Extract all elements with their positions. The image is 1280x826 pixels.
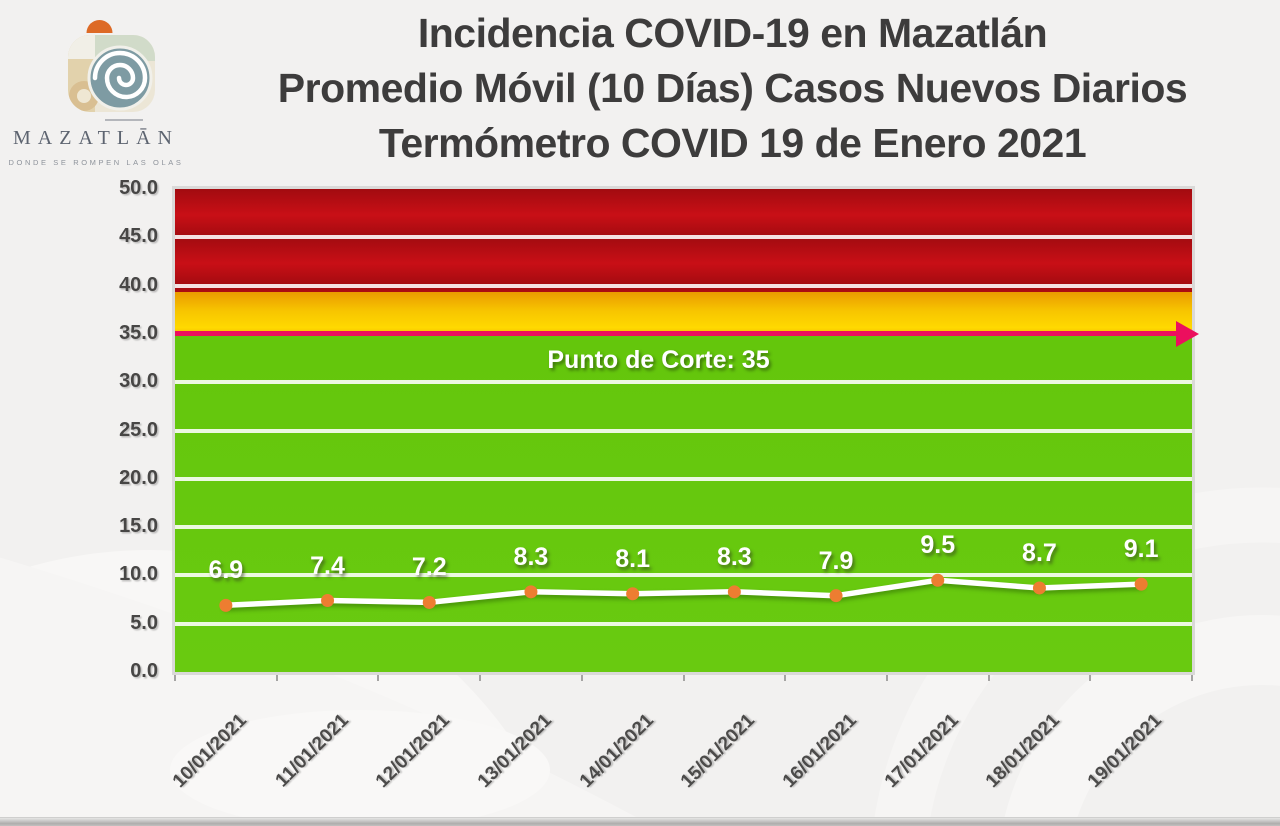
x-tick-label: 12/01/2021 [372,710,455,793]
x-axis-tick [886,675,888,681]
y-tick-label: 45.0 [119,225,158,248]
data-label: 7.2 [411,553,447,582]
y-tick-label: 15.0 [119,515,158,538]
data-label: 9.1 [1123,535,1159,564]
title-line-3: Termómetro COVID 19 de Enero 2021 [378,120,1087,166]
y-tick-label: 5.0 [130,611,158,634]
x-axis-tick [377,675,379,681]
x-tick-label: 15/01/2021 [677,710,760,793]
plot-area [175,189,1192,672]
title-line-1: Incidencia COVID-19 en Mazatlán [417,10,1048,56]
x-axis-tick [1089,675,1091,681]
logo-tagline: DONDE SE ROMPEN LAS OLAS [8,158,184,167]
y-tick-label: 35.0 [119,321,158,344]
y-tick-label: 20.0 [119,466,158,489]
data-point-marker [830,589,843,602]
x-axis-tick [581,675,583,681]
x-tick-label: 13/01/2021 [473,710,556,793]
x-tick-label: 10/01/2021 [168,710,251,793]
x-axis-tick [784,675,786,681]
data-point-marker [931,574,944,587]
data-label: 7.9 [818,546,854,575]
series-line-graphic [175,189,1192,672]
y-tick-label: 10.0 [119,563,158,586]
data-point-marker [626,587,639,600]
x-axis-tick [174,675,176,681]
data-point-marker [219,599,232,612]
x-axis-tick [1191,675,1193,681]
mazatlan-shell-icon [8,6,188,126]
data-label: 7.4 [310,551,345,580]
x-tick-label: 18/01/2021 [982,710,1065,793]
y-tick-label: 40.0 [119,273,158,296]
x-tick-label: 16/01/2021 [778,710,861,793]
slide-bottom-edge [0,817,1280,826]
x-tick-label: 11/01/2021 [271,710,353,792]
data-label: 8.3 [513,542,549,571]
mazatlan-logo [8,6,188,176]
x-axis-tick [988,675,990,681]
y-tick-label: 0.0 [130,660,158,682]
data-label: 8.3 [716,542,752,571]
x-axis-tick [276,675,278,681]
x-axis-tick [479,675,481,681]
data-point-marker [321,594,334,607]
x-axis [168,672,1192,822]
y-tick-label: 25.0 [119,418,158,441]
data-point-marker [1135,578,1148,591]
data-label: 6.9 [208,556,244,585]
y-tick-label: 50.0 [119,177,158,199]
chart-title-block [190,6,1275,171]
data-label: 8.7 [1022,538,1057,567]
cutoff-label: Punto de Corte: 35 [547,345,770,374]
data-label: 9.5 [920,531,956,560]
data-label: 8.1 [615,544,651,573]
x-tick-label: 14/01/2021 [575,710,658,793]
y-axis [0,177,158,682]
data-point-marker [728,585,741,598]
y-tick-label: 30.0 [119,370,158,393]
title-line-2: Promedio Móvil (10 Días) Casos Nuevos Diarios [277,65,1188,111]
x-axis-tick [683,675,685,681]
data-point-marker [423,596,436,609]
x-tick-label: 19/01/2021 [1083,710,1167,793]
series-line [226,580,1141,605]
x-tick-label: 17/01/2021 [880,710,963,793]
data-point-marker [524,585,537,598]
data-point-marker [1033,581,1046,594]
logo-wordmark: MAZATLĀN [13,127,179,149]
